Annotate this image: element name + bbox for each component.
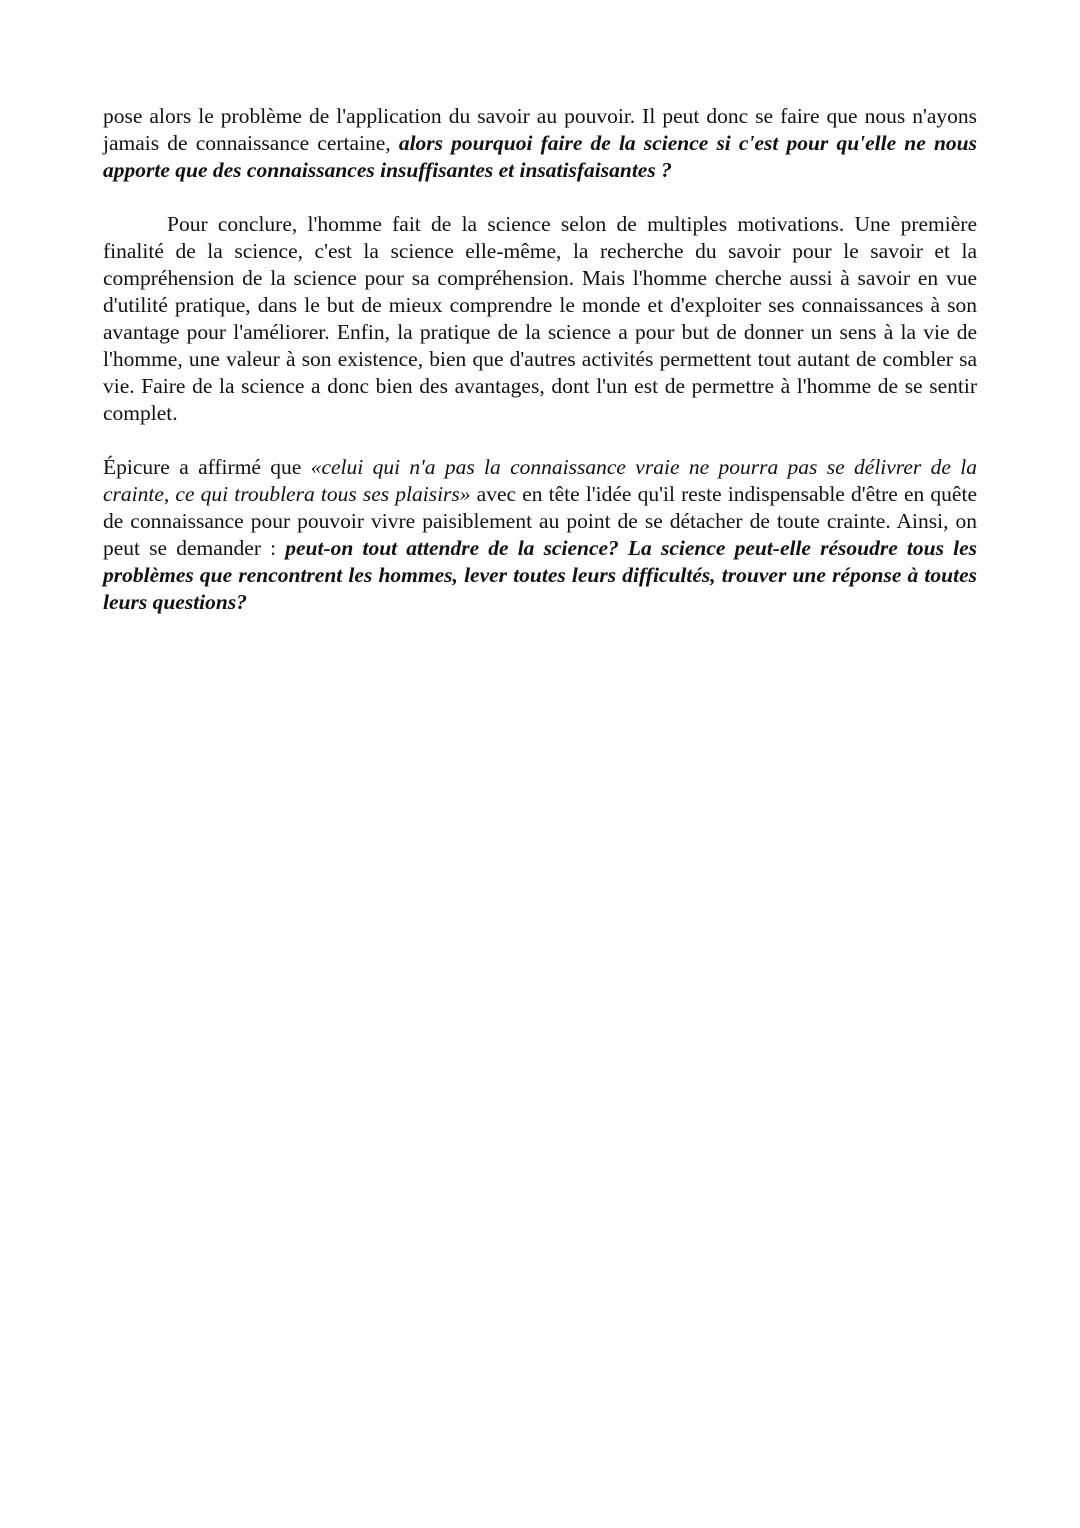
- problematic-question: peut-on tout attendre de la science? La science peut-elle résoudre tous les problèmes que rencontrent les hommes, lever toutes leurs difficultés, trouver une réponse à toutes leurs questions?: [103, 536, 977, 614]
- paragraph-2: [103, 211, 977, 427]
- paragraph-1: [103, 103, 977, 184]
- document-page: [103, 103, 977, 643]
- epicure-quote: «celui qui n'a pas la connaissance vraie ne pourra pas se délivrer de la crainte, ce qui troublera tous ses plaisirs»: [103, 455, 977, 506]
- paragraph-1-text: pose alors le problème de l'application du savoir au pouvoir. Il peut donc se faire que nous n'ayons jamais de connaissance certaine,: [103, 104, 977, 155]
- paragraph-3-text-a: Épicure a affirmé que: [103, 455, 311, 479]
- paragraph-3: [103, 454, 977, 616]
- paragraph-2-text: Pour conclure, l'homme fait de la science selon de multiples motivations. Une première finalité de la science, c'est la science elle-même, la recherche du savoir pour le savoir et la compréhension de la science pour sa compréhension. Mais l'homme cherche aussi à savoir en vue d'utilité pratique, dans le but de mieux comprendre le monde et d'exploiter ses connaissances à son avantage pour l'améliorer. Enfin, la pratique de la science a pour but de donner un sens à la vie de l'homme, une valeur à son existence, bien que d'autres activités permettent tout autant de combler sa vie. Faire de la science a donc bien des avantages, dont l'un est de permettre à l'homme de se sentir complet.: [103, 212, 977, 425]
- paragraph-1-emphasis: alors pourquoi faire de la science si c'est pour qu'elle ne nous apporte que des connaissances insuffisantes et insatisfaisantes ?: [103, 131, 977, 182]
- paragraph-3-text-b: avec en tête l'idée qu'il reste indispensable d'être en quête de connaissance pour pouvoir vivre paisiblement au point de se détacher de toute crainte. Ainsi, on peut se demander :: [103, 482, 977, 560]
